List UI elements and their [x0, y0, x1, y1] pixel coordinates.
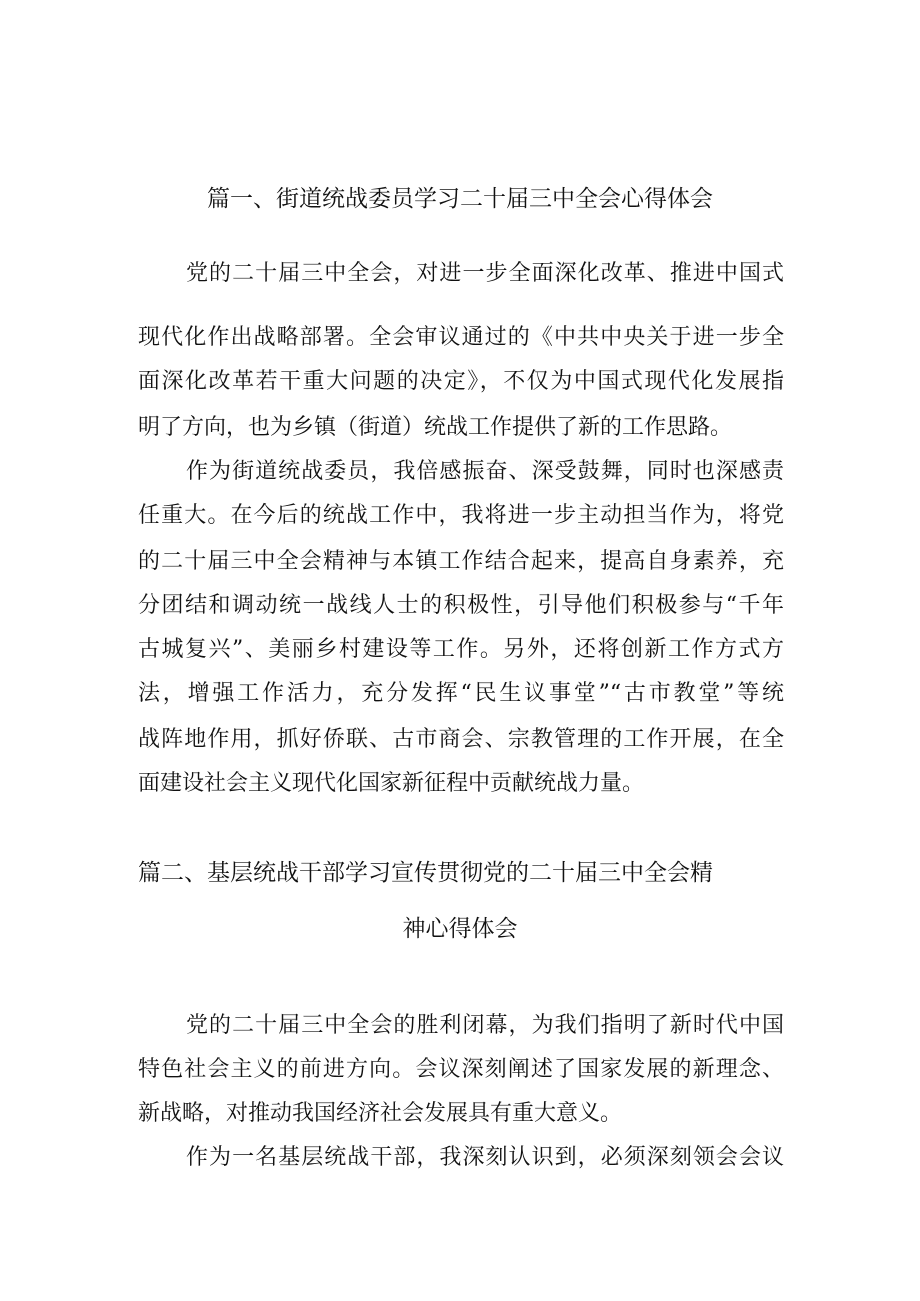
- section1-line: 古城复兴”、美丽乡村建设等工作。另外，还将创新工作方式方: [138, 637, 784, 662]
- section2-line: 新战略，对推动我国经济社会发展具有重大意义。: [138, 1101, 623, 1126]
- section1-line: 法，增强工作活力，充分发挥“民生议事堂”“古市教堂”等统: [138, 681, 784, 706]
- section2-line: 党的二十届三中全会的胜利闭幕，为我们指明了新时代中国: [186, 1013, 784, 1038]
- section2-title-line2: 神心得体会: [402, 916, 518, 942]
- section1-line: 现代化作出战略部署。全会审议通过的《中共中央关于进一步全: [138, 325, 784, 350]
- section1-line: 战阵地作用，抓好侨联、古市商会、宗教管理的工作开展，在全: [138, 727, 784, 752]
- section1-line: 党的二十届三中全会，对进一步全面深化改革、推进中国式: [186, 261, 784, 286]
- section1-line: 作为街道统战委员，我倍感振奋、深受鼓舞，同时也深感责: [186, 459, 784, 484]
- section2-line: 作为一名基层统战干部，我深刻认识到，必须深刻领会会议: [186, 1145, 784, 1170]
- section1-line: 的二十届三中全会精神与本镇工作结合起来，提高自身素养，充: [138, 549, 784, 574]
- section1-line: 分团结和调动统一战线人士的积极性，引导他们积极参与“千年: [138, 593, 784, 618]
- section1-line: 任重大。在今后的统战工作中，我将进一步主动担当作为，将党: [138, 503, 784, 528]
- section2-line: 特色社会主义的前进方向。会议深刻阐述了国家发展的新理念、: [138, 1057, 784, 1082]
- section1-line: 面深化改革若干重大问题的决定》，不仅为中国式现代化发展指: [138, 369, 784, 394]
- section1-line: 明了方向，也为乡镇（街道）统战工作提供了新的工作思路。: [138, 415, 733, 440]
- section2-title-line1: 篇二、基层统战干部学习宣传贯彻党的二十届三中全会精: [138, 860, 713, 886]
- section1-line: 面建设社会主义现代化国家新征程中贡献统战力量。: [138, 771, 645, 796]
- section1-title: 篇一、街道统战委员学习二十届三中全会心得体会: [207, 186, 713, 212]
